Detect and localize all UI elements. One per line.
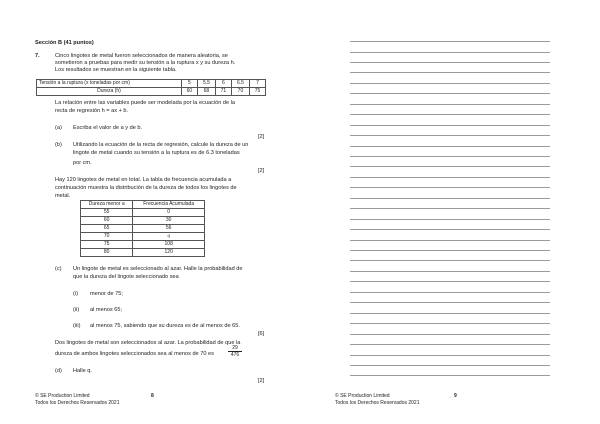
table-row <box>81 209 205 217</box>
intro-line-2: sometieron a pruebas para medir su tensión a la ruptura x y su dureza h. <box>55 60 236 66</box>
table-cell: 30 <box>133 217 205 225</box>
answer-line <box>350 125 550 126</box>
answer-line <box>350 260 550 261</box>
part-b-line-1: Utilizando la ecuación de la recta de regresión, calcule la dureza de un <box>73 142 249 148</box>
section-title: Sección B (41 puntos) <box>35 40 94 46</box>
table-header-row <box>81 201 205 209</box>
table-cell: 5.5 <box>197 80 215 88</box>
part-c-line-2: que la dureza del lingote seleccionado sea <box>73 274 179 280</box>
regression-line-2: recta de regresión h = ax + b. <box>55 108 129 114</box>
intro-line-1: Cinco lingotes de metal fueron seleccionados de manera aleatoria, se <box>55 53 228 59</box>
part-b-label: (b) <box>55 142 62 148</box>
table-header-cell: Frecuencia Acumulada <box>133 201 205 209</box>
answer-line <box>350 177 550 178</box>
answer-line <box>350 219 550 220</box>
footer-copyright: © SE Production Limited <box>335 393 390 399</box>
answer-line <box>350 302 550 303</box>
tension-hardness-table <box>36 79 266 96</box>
table-row <box>81 241 205 249</box>
answer-line <box>350 156 550 157</box>
page-number: 9 <box>454 393 457 399</box>
part-c-ii-text: al menos 65; <box>90 307 123 313</box>
table-cell: 6.5 <box>231 80 249 88</box>
part-a-marks: [2] <box>258 134 265 140</box>
answer-line <box>350 208 550 209</box>
part-c-marks: [6] <box>258 331 265 337</box>
part-c-line-1: Un lingote de metal es seleccionado al azar. Halle la probabilidad de <box>73 266 243 272</box>
table-row <box>37 80 266 88</box>
answer-line <box>350 187 550 188</box>
table-cell: 6 <box>215 80 231 88</box>
freq-line-3: metal. <box>55 193 71 199</box>
answer-line <box>350 323 550 324</box>
answer-line <box>350 114 550 115</box>
answer-line <box>350 365 550 366</box>
answer-line <box>350 62 550 63</box>
table-cell: 70 <box>81 233 133 241</box>
answer-line <box>350 72 550 73</box>
table-row <box>81 249 205 257</box>
footer-copyright: © SE Production Limited <box>35 393 90 399</box>
part-c-ii-label: (ii) <box>73 307 80 313</box>
freq-line-2: continuación muestra la distribución de la dureza de todos los lingotes de <box>55 185 237 191</box>
table-cell: 80 <box>81 249 133 257</box>
two-ingots-line-2: dureza de ambos lingotes seleccionados sea al menos de 70 es <box>55 351 214 357</box>
answer-line <box>350 292 550 293</box>
table-cell: 120 <box>133 249 205 257</box>
table-cell: 5 <box>181 80 197 88</box>
table-row <box>81 217 205 225</box>
answer-line <box>350 375 550 376</box>
part-c-iii-text: al menos 75, sabiendo que su dureza es de al menos de 65. <box>90 323 240 329</box>
part-c-i-text: menor de 75; <box>90 291 123 297</box>
footer-rights: Todos los Derechos Reservados 2021 <box>35 400 120 406</box>
part-a-label: (a) <box>55 125 62 131</box>
answer-line <box>350 271 550 272</box>
part-b-line-2: lingote de metal cuando su tensión a la ruptura es de 6.3 toneladas <box>73 150 240 156</box>
fraction-denominator: 476 <box>230 352 240 358</box>
footer-rights: Todos los Derechos Reservados 2021 <box>335 400 420 406</box>
answer-line <box>350 281 550 282</box>
table-cell: 56 <box>133 225 205 233</box>
part-b-line-3: por cm. <box>73 160 92 166</box>
answer-line <box>350 41 550 42</box>
table-cell: 75 <box>81 241 133 249</box>
table-row <box>81 225 205 233</box>
part-d-text: Halle q. <box>73 368 92 374</box>
part-c-i-label: (i) <box>73 291 78 297</box>
answer-line <box>350 344 550 345</box>
table-cell: 68 <box>197 88 215 96</box>
fraction-numerator: 29 <box>232 345 238 351</box>
answer-line <box>350 166 550 167</box>
part-a-text: Escriba el valor de a y de b. <box>73 125 143 131</box>
answer-line <box>350 83 550 84</box>
table-cell: Dureza (h) <box>37 88 182 96</box>
answer-line <box>350 355 550 356</box>
probability-fraction <box>228 345 242 358</box>
answer-line <box>350 334 550 335</box>
table-cell: 60 <box>181 88 197 96</box>
question-number: 7. <box>35 53 40 59</box>
part-d-label: (d) <box>55 368 62 374</box>
table-row <box>81 233 205 241</box>
answer-line <box>350 240 550 241</box>
answer-line <box>350 104 550 105</box>
cumulative-frequency-table <box>80 200 205 257</box>
answer-line <box>350 52 550 53</box>
part-c-label: (c) <box>55 266 62 272</box>
intro-line-3: Los resultados se muestran en la siguiente tabla. <box>55 67 177 73</box>
answer-line <box>350 135 550 136</box>
right-page <box>300 0 600 424</box>
freq-line-1: Hay 120 lingotes de metal en total. La tabla de frecuencia acumulada a <box>55 177 232 183</box>
table-cell: 71 <box>215 88 231 96</box>
table-header-cell: Dureza menor a <box>81 201 133 209</box>
table-cell: q <box>133 233 205 241</box>
answer-line <box>350 313 550 314</box>
table-cell: 55 <box>81 209 133 217</box>
two-ingots-line-1: Dos lingotes de metal son seleccionados al azar. La probabilidad de que la <box>55 340 241 346</box>
table-cell: 70 <box>231 88 249 96</box>
table-cell: 75 <box>249 88 265 96</box>
answer-line <box>350 229 550 230</box>
part-b-marks: [2] <box>258 168 265 174</box>
part-c-iii-label: (iii) <box>73 323 81 329</box>
table-cell: 60 <box>81 217 133 225</box>
table-cell: 7 <box>249 80 265 88</box>
table-cell: 108 <box>133 241 205 249</box>
page-number: 8 <box>151 393 154 399</box>
answer-line <box>350 250 550 251</box>
table-row <box>37 88 266 96</box>
table-cell: 0 <box>133 209 205 217</box>
regression-line-1: La relación entre las variables puede ser modelada por la ecuación de la <box>55 100 236 106</box>
answer-line <box>350 93 550 94</box>
table-cell: Tensión a la ruptura (x toneladas por cm) <box>37 80 182 88</box>
answer-line <box>350 198 550 199</box>
table-cell: 65 <box>81 225 133 233</box>
part-d-marks: [2] <box>258 378 265 384</box>
answer-line <box>350 146 550 147</box>
